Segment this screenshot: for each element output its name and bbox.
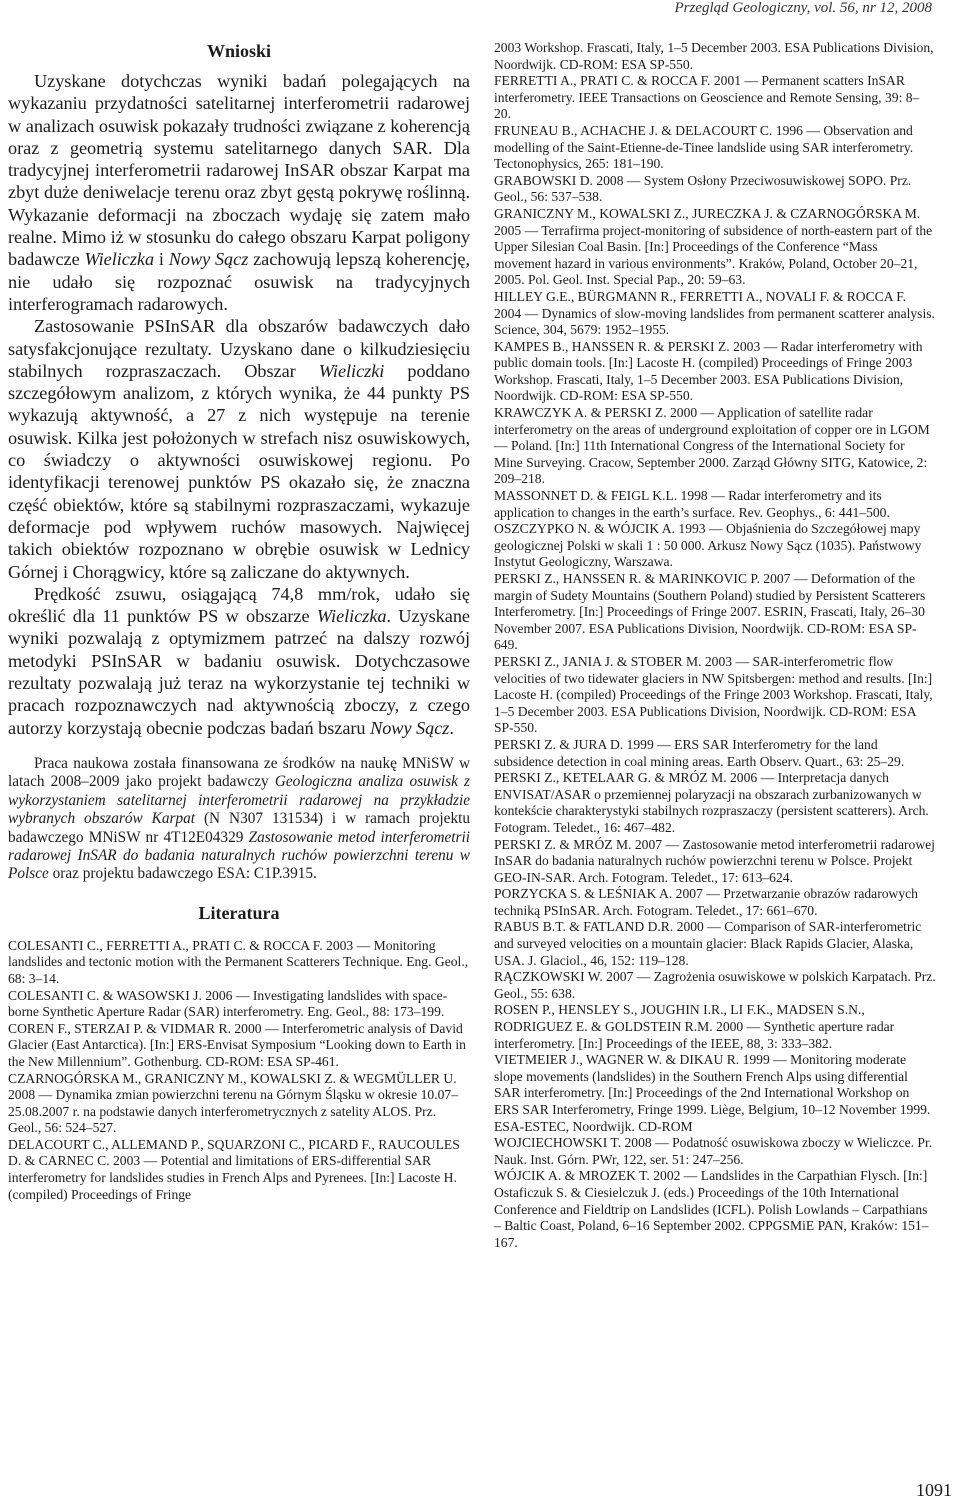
text-run: Zastosowanie PSInSAR dla obszarów badawczych dało satysfakcjonujące rezultaty. Uzyskano dane o kilkudziesięciu stabilnych rozpraszaczach. Obszar [8, 316, 470, 381]
italic-run: Zastosowanie metod interferometrii radarowej InSAR do badania naturalnych ruchów powierzchni terenu w Polsce [8, 828, 470, 883]
conclusions-title: Wnioski [206, 41, 272, 61]
reference-entry: KAMPES B., HANSSEN R. & PERSKI Z. 2003 — Radar interferometry with public domain tools. [In:] Lacoste H. (compiled) Proceedings of Fringe 2003 Workshop. Frascati, Italy, 1–5 December 2003. ESA Publications Division, Noordwijk. CD-ROM: ESA SP-550. [494, 338, 923, 404]
reference-entry: WÓJCIK A. & MROZEK T. 2002 — Landslides in the Carpathian Flysch. [In:] Ostaficzuk S. & Ciesielczuk J. (eds.) Proceedings of the 10th International Conference and Fieldtrip on Landslides (ICFL). Polish Lowlands – Carpathians – Baltic Coast, Poland, 6–16 September 2002. CPPGSMiE PAN, Kraków: 151–167. [494, 1168, 929, 1250]
text-run: poddano szczegółowym analizom, z których wynika, że 44 punkty PS wykazują aktywność, a 27 z nich występuje na terenie osuwisk. Kilka jest położonych w strefach nisz osuwiskowych, co świadczy o aktywności osuwiskowej regionu. Po identyfikacji terenowej punktów PS okazało się, że znaczna część obiektów, które są stabilnymi rozpraszaczami, wykazuje deformacje pod wpływem ruchów masowych. Najwięcej takich obiektów rozpoznano w obrębie osuwisk w Lednicy Górnej i Chorągwicy, które są zaliczane do aktywnych. [8, 360, 470, 582]
running-head: Przegląd Geologiczny, vol. 56, nr 12, 2008 [674, 0, 932, 16]
conclusions-paragraph [8, 315, 470, 583]
left-column [8, 40, 470, 1203]
reference-entry: GRANICZNY M., KOWALSKI Z., JURECZKA J. & CZARNOGÓRSKA M. 2005 — Terrafirma project-monitoring of subsidence of north-eastern part of the Upper Silesian Coal Basin. [In:] Proceedings of the Conference “Mass movement hazard in various environments”. Kraków, Poland, October 20–21, 2005. Pol. Geol. Inst. Special Pap., 20: 59–63. [494, 205, 933, 288]
references-left [8, 938, 470, 1204]
reference-entry: KRAWCZYK A. & PERSKI Z. 2000 — Application of satellite radar interferometry on the areas of underground exploitation of copper ore in LGOM — Poland. [In:] 11th International Congress of the International Society for Mine Surveying. Cracow, September 2000. Zarząd Główny SITG, Katowice, 2: 209–218. [494, 405, 930, 487]
text-run: Uzyskane dotychczas wyniki badań polegających na wykazaniu przydatności satelitarnej interferometrii radarowej w analizach osuwisk pokazały trudności związane z koherencją oraz z geometrią systemu satelitarnego danych SAR. Dla tradycyjnej interferometrii radarowej InSAR obszar Karpat ma zbyt duże deniwelacje terenu oraz zbyt gęstą pokrywę roślinną. Wykazanie deformacji na zboczach wydaję się zatem mało realne. Mimo iż w stosunku do całego obszaru Karpat poligony badawcze [8, 71, 470, 270]
reference-entry: FERRETTI A., PRATI C. & ROCCA F. 2001 — Permanent scatters InSAR interferometry. IEEE Transactions on Geoscience and Remote Sensing, 39: 8–20. [494, 73, 920, 122]
reference-entry: GRABOWSKI D. 2008 — System Osłony Przeciwosuwiskowej SOPO. Prz. Geol., 56: 537–538. [494, 172, 912, 205]
italic-run: Geologiczna analiza osuwisk z wykorzystaniem satelitarnej interferometrii radarowej na przykładzie wybranych obszarów Karpat [8, 773, 470, 828]
text-run: i [154, 249, 169, 270]
reference-entry: PERSKI Z. & JURA D. 1999 — ERS SAR Interferometry for the land subsidence detection in coal mining areas. Earth Observ. Quart., 63: 25–29. [494, 736, 905, 769]
text-run: . [449, 717, 454, 738]
reference-entry: COLESANTI C. & WASOWSKI J. 2006 — Investigating landslides with space-borne Synthetic Aperture Radar (SAR) interferometry. Eng. Geol., 88: 173–199. [8, 987, 448, 1020]
italic-run: Nowy Sącz [168, 249, 249, 270]
literature-title: Literatura [198, 902, 280, 923]
italic-run: Wieliczka [84, 249, 155, 270]
reference-entry: RABUS B.T. & FATLAND D.R. 2000 — Comparison of SAR-interferometric and surveyed velocities on a mountain glacier: Black Rapids Glacier, Alaska, USA. J. Glaciol., 46, 152: 119–128. [494, 919, 922, 968]
reference-entry: FRUNEAU B., ACHACHE J. & DELACOURT C. 1996 — Observation and modelling of the Saint-Etienne-de-Tinee landslide using SAR interferometry. Tectonophysics, 265: 181–190. [494, 122, 914, 172]
reference-entry: HILLEY G.E., BÜRGMANN R., FERRETTI A., NOVALI F. & ROCCA F. 2004 — Dynamics of slow-moving landslides from permanent scatterer analysis. Science, 304, 5679: 1952–1955. [494, 288, 935, 338]
italic-run: Wieliczki [318, 360, 385, 381]
reference-entry: 2003 Workshop. Frascati, Italy, 1–5 December 2003. ESA Publications Division, Noordwijk. CD-ROM: ESA SP-550. [494, 40, 934, 72]
conclusions-body [8, 70, 470, 739]
reference-entry: ROSEN P., HENSLEY S., JOUGHIN I.R., LI F.K., MADSEN S.N., RODRIGUEZ E. & GOLDSTEIN R.M. 2000 — Synthetic aperture radar interferometry. [In:] Proceedings of the IEEE, 88, 3: 333–382. [494, 1002, 895, 1051]
reference-entry: PERSKI Z., HANSSEN R. & MARINKOVIC P. 2007 — Deformation of the margin of Sudety Mountains (Southern Poland) studied by Persistent Scatterers Interferometry. [In:] Proceedings of Fringe 2007. ESRIN, Frascati, Italy, 26–30 November 2007. ESA Publications Division, Noordwijk. CD-ROM: ESA SP-649. [494, 571, 926, 653]
reference-entry: CZARNOGÓRSKA M., GRANICZNY M., KOWALSKI Z. & WEGMÜLLER U. 2008 — Dynamika zmian powierzchni terenu na Górnym Śląsku w okresie 10.07–25.08.2007 r. na podstawie danych interferometrycznych z satelity ALOS. Prz. Geol., 56: 524–527. [8, 1070, 459, 1136]
reference-entry: COLESANTI C., FERRETTI A., PRATI C. & ROCCA F. 2003 — Monitoring landslides and tectonic motion with the Permanent Scatterers Technique. Eng. Geol., 68: 3–14. [8, 937, 469, 986]
references-right [494, 40, 936, 1251]
text-run: oraz projektu badawczego ESA: C1P.3915. [48, 865, 317, 883]
reference-entry: PORZYCKA S. & LEŚNIAK A. 2007 — Przetwarzanie obrazów radarowych techniką PSInSAR. Arch. Fotogram. Teledet., 17: 661–670. [494, 886, 918, 918]
reference-entry: VIETMEIER J., WAGNER W. & DIKAU R. 1999 — Monitoring moderate slope movements (landslides) in the Southern French Alps using differential SAR interferometry. [In:] Proceedings of the 2nd International Workshop on ERS SAR Interferometry, Fringe 1999. Liège, Belgium, 10–12 November 1999. ESA-ESTEC, Noordwijk. CD-ROM [494, 1052, 931, 1134]
right-column [494, 40, 936, 1251]
reference-entry: PERSKI Z., KETELAAR G. & MRÓZ M. 2006 — Interpretacja danych ENVISAT/ASAR o przemiennej polaryzacji na obszarach zurbanizowanych w kontekście charakterystyki stabilnych rozpraszaczy (persistent scatterers). Arch. Fotogram. Teledet., 16: 467–482. [494, 770, 929, 835]
reference-entry: MASSONNET D. & FEIGL K.L. 1998 — Radar interferometry and its application to changes in the earth’s surface. Rev. Geophys., 6: 441–500. [494, 488, 890, 520]
text-run: Praca naukowa została finansowana ze środków na naukę MNiSW w latach 2008–2009 jako projekt badawczy [8, 754, 470, 791]
reference-entry: COREN F., STERZAI P. & VIDMAR R. 2000 — Interferometric analysis of David Glacier (East Antarctica). [In:] ERS-Envisat Symposium “Looking down to Earth in the New Millennium”. Gothenburg. CD-ROM: ESA SP-461. [8, 1020, 466, 1069]
reference-entry: PERSKI Z. & MRÓZ M. 2007 — Zastosowanie metod interferometrii radarowej InSAR do badania naturalnych ruchów powierzchni terenu w Polsce. Projekt GEO-IN-SAR. Arch. Fotogram. Teledet., 17: 613–624. [494, 836, 935, 885]
italic-run: Nowy Sącz [370, 717, 450, 738]
italic-run: Wieliczka [316, 606, 387, 627]
text-run: Prędkość zsuwu, osiągającą 74,8 mm/rok, udało się określić dla 11 punktów PS w obszarze [8, 583, 470, 627]
reference-entry: RĄCZKOWSKI W. 2007 — Zagrożenia osuwiskowe w polskich Karpatach. Prz. Geol., 55: 638. [494, 969, 936, 1001]
text-run: . Uzyskane wyniki pozwalają z optymizmem patrzeć na dalszy rozwój metodyki PSInSAR w badaniu osuwisk. Dotychczasowe rezultaty pozwalają już teraz na wykorzystanie tej techniki w pracach rozpoznawczych nad aktywnością zboczy, z czego autorzy korzystają obecnie podczas badań bszaru [8, 606, 470, 738]
conclusions-paragraph [8, 583, 470, 739]
reference-entry: OSZCZYPKO N. & WÓJCIK A. 1993 — Objaśnienia do Szczegółowej mapy geologicznej Polski w skali 1 : 50 000. Arkusz Nowy Sącz (1035). Państwowy Instytut Geologiczny, Warszawa. [494, 521, 922, 570]
reference-entry: WOJCIECHOWSKI T. 2008 — Podatność osuwiskowa zboczy w Wieliczce. Pr. Nauk. Inst. Górn. PWr, 122, ser. 51: 247–256. [494, 1135, 933, 1167]
page-number: 1091 [916, 1480, 952, 1500]
text-run: (N N307 131534) i w ramach projektu badawczego MNiSW nr 4T12E04329 [8, 810, 471, 846]
reference-entry: PERSKI Z., JANIA J. & STOBER M. 2003 — SAR-interferometric flow velocities of two tidewater glaciers in NW Spitsbergen: method and results. [In:] Lacoste H. (compiled) Proceedings of the Fringe 2003 Workshop. Frascati, Italy, 1–5 December 2003. ESA Publications Division, Noordwijk. CD-ROM: ESA SP-550. [494, 653, 933, 736]
text-run: zachowują lepszą koherencję, nie udało się rozpoznać osuwisk na tradycyjnych interferogramach radarowych. [8, 249, 470, 314]
conclusions-paragraph [8, 70, 470, 315]
acknowledgement-paragraph [8, 755, 470, 884]
reference-entry: DELACOURT C., ALLEMAND P., SQUARZONI C., PICARD F., RAUCOULES D. & CARNEC C. 2003 — Potential and limitations of ERS-differential SAR interferometry for landslides studies in French Alps and Pyrenees. [In:] Lacoste H. (compiled) Proceedings of Fringe [8, 1136, 460, 1202]
